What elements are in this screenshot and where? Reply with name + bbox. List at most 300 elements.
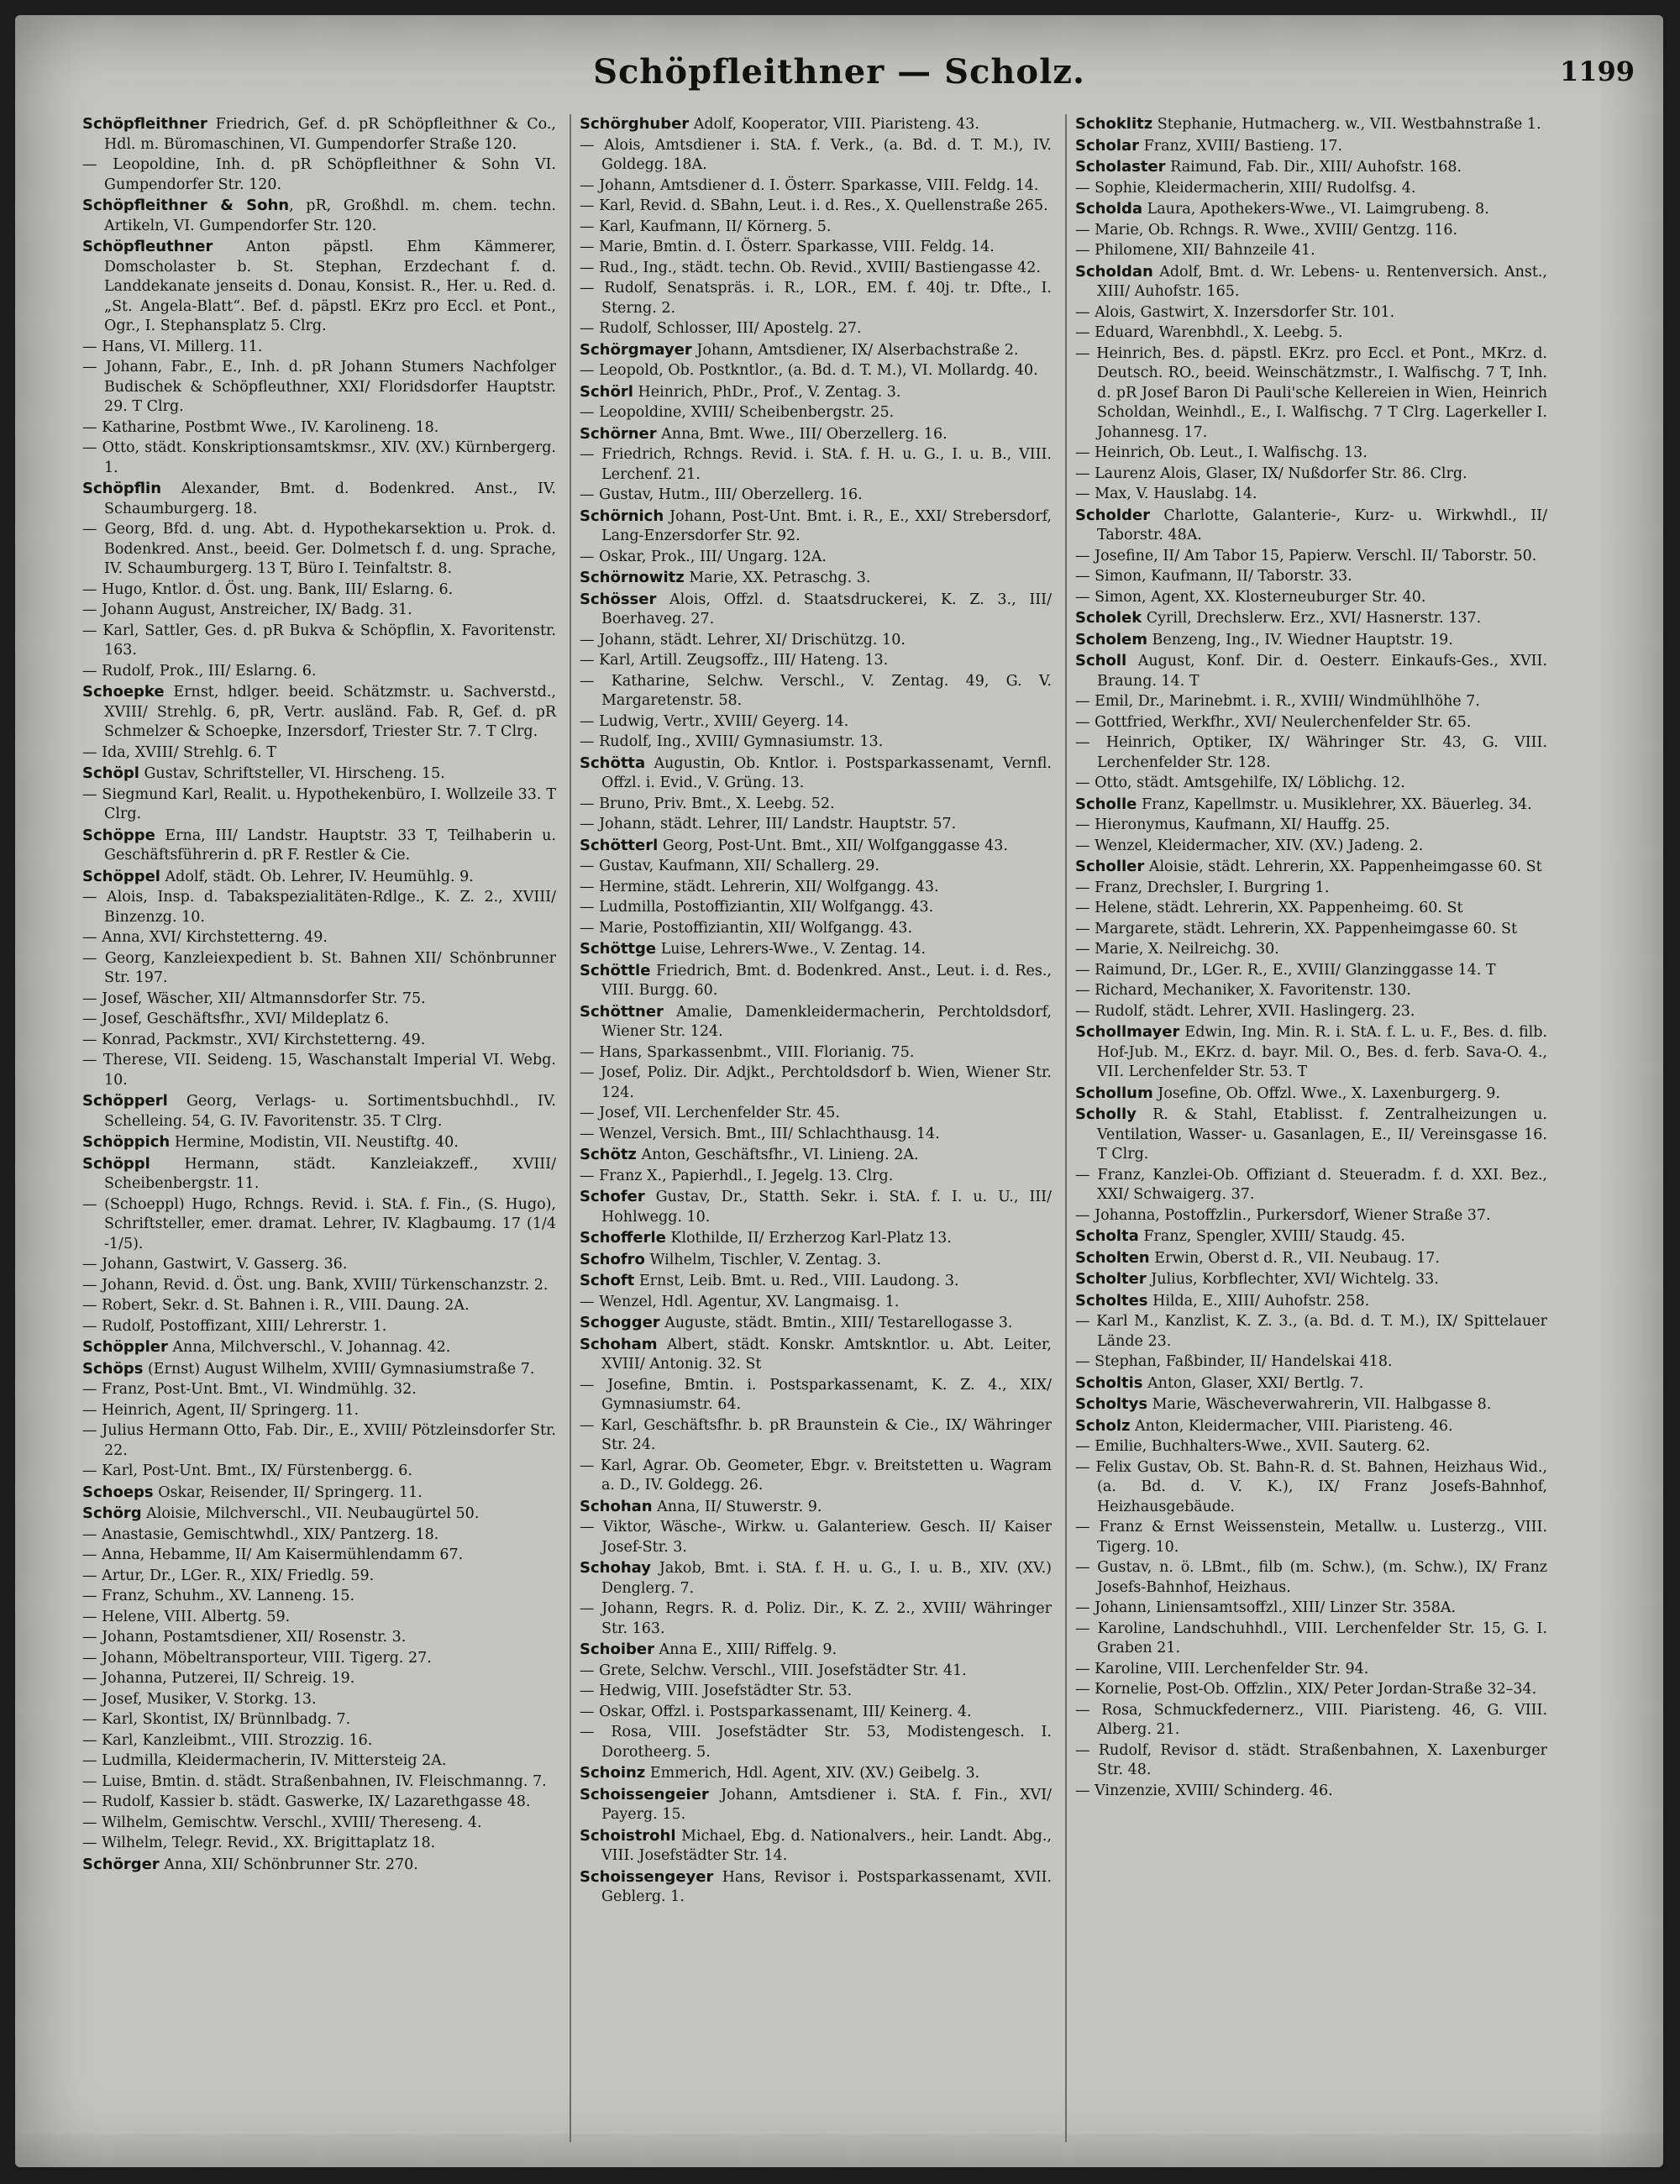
entry-surname: Schollmayer (1075, 1023, 1180, 1041)
directory-entry (1075, 816, 1547, 836)
directory-entry (580, 176, 1052, 197)
directory-entry (580, 403, 1052, 423)
directory-entry (1075, 608, 1547, 629)
directory-entry (82, 826, 556, 866)
column-right (1065, 114, 1561, 2142)
directory-entry (82, 1276, 556, 1296)
directory-entry (1075, 1701, 1547, 1740)
directory-entry (82, 438, 556, 478)
directory-entry (1075, 199, 1547, 220)
entry-surname: Schogger (580, 1314, 660, 1331)
directory-entry (82, 1546, 556, 1566)
entry-surname: Scholtys (1075, 1395, 1148, 1413)
entry-text: — Philomene, XII/ Bahnzeile 41. (1075, 242, 1315, 259)
entry-surname: Schörnich (580, 507, 664, 525)
entry-text: — Anna, Hebamme, II/ Am Kaisermühlendamm 67. (82, 1546, 464, 1563)
directory-entry (82, 622, 556, 661)
entry-text: — Josefine, II/ Am Tabor 15, Papierw. Verschl. II/ Taborstr. 50. (1075, 547, 1537, 564)
directory-entry (1075, 981, 1547, 1001)
entry-surname: Scholdan (1075, 262, 1153, 281)
entry-text: — Ida, XVIII/ Strehlg. 6. T (82, 743, 276, 761)
directory-entry (1075, 1269, 1547, 1290)
directory-entry (580, 919, 1052, 939)
directory-entry (82, 1296, 556, 1316)
entry-surname: Scholda (1075, 200, 1143, 218)
entry-text: — Heinrich, Agent, II/ Springerg. 11. (82, 1401, 360, 1419)
entry-text: Stephanie, Hutmacherg. w., VII. Westbahnstraße 1. (1152, 116, 1541, 133)
directory-entry (580, 382, 1052, 403)
directory-entry (1075, 465, 1547, 485)
entry-text: Hans, Revisor i. Postsparkassenamt, XVII. Geblerg. 1. (601, 1868, 1052, 1905)
directory-entry (1075, 1518, 1547, 1557)
entry-text: Cyrill, Drechslerw. Erz., XVI/ Hasnerstr. 137. (1142, 610, 1482, 627)
entry-surname: Scholta (1075, 1227, 1139, 1245)
directory-entry (1075, 241, 1547, 261)
entry-text: — Johann, Gastwirt, V. Gasserg. 36. (82, 1256, 348, 1273)
entry-text: Michael, Ebg. d. Nationalvers., heir. Landt. Abg., VIII. Josefstädter Str. 14. (601, 1827, 1052, 1864)
entry-surname: Scholek (1075, 609, 1142, 627)
entry-surname: Schöppl (82, 1154, 150, 1173)
entry-text: — Alois, Amtsdiener i. StA. f. Verk., (a. Bd. d. T. M.), IV. Goldegg. 18A. (580, 136, 1052, 173)
entry-text: — Franz, Drechsler, I. Burgring 1. (1075, 879, 1330, 896)
entry-text: Klothilde, II/ Erzherzog Karl-Platz 13. (665, 1230, 952, 1247)
entry-text: Hilda, E., XIII/ Auhofstr. 258. (1147, 1292, 1370, 1310)
entry-text: — Anastasie, Gemischtwhdl., XIX/ Pantzerg. 18. (82, 1525, 439, 1543)
directory-entry (580, 114, 1052, 135)
directory-entry (1075, 837, 1547, 857)
entry-text: — Simon, Kaufmann, II/ Taborstr. 33. (1075, 568, 1352, 585)
directory-entry (1075, 1599, 1547, 1619)
directory-entry (1075, 1105, 1547, 1165)
directory-entry (82, 1690, 556, 1710)
entry-text: August, Konf. Dir. d. Oesterr. Einkaufs-Ges., XVII. Braung. 14. T (1097, 653, 1547, 690)
directory-entry (1075, 323, 1547, 344)
entry-text: — Johann, städt. Lehrer, XI/ Drischützg. 10. (580, 631, 906, 648)
entry-text: — Gottfried, Werkfhr., XVI/ Neulerchenfelder Str. 65. (1075, 713, 1472, 731)
directory-entry (82, 1154, 556, 1194)
directory-entry (580, 1376, 1052, 1415)
entry-surname: Schoham (580, 1335, 658, 1353)
directory-entry (82, 1525, 556, 1546)
entry-text: — Rudolf, Prok., III/ Eslarng. 6. (82, 662, 317, 680)
directory-entry (1075, 1373, 1547, 1394)
directory-entry (82, 888, 556, 927)
directory-entry (82, 1608, 556, 1628)
entry-text: — Heinrich, Ob. Leut., I. Walfischg. 13. (1075, 444, 1368, 461)
entry-text: Oskar, Reisender, II/ Springerg. 11. (153, 1483, 423, 1501)
entry-text: — Franz X., Papierhdl., I. Jegelg. 13. Clrg. (580, 1167, 894, 1184)
directory-entry (1075, 692, 1547, 712)
entry-surname: Schofferle (580, 1229, 666, 1247)
directory-entry (82, 1380, 556, 1400)
entry-text: Anna, Milchverschl., V. Johannag. 42. (167, 1339, 451, 1356)
directory-entry (580, 1271, 1052, 1292)
entry-text: — Max, V. Hauslabg. 14. (1075, 486, 1257, 502)
directory-entry (580, 961, 1052, 1001)
directory-entry (1075, 733, 1547, 773)
entry-text: Anton, Glaser, XXI/ Bertlg. 7. (1142, 1374, 1364, 1392)
entry-surname: Scholem (1075, 630, 1147, 648)
entry-text: — Anna, XVI/ Kirchstetterng. 49. (82, 929, 328, 946)
directory-entry (580, 340, 1052, 361)
directory-entry (1075, 713, 1547, 733)
directory-entry (580, 1335, 1052, 1375)
entry-text: — Helene, städt. Lehrerin, XX. Pappenheimg. 60. St (1075, 900, 1463, 916)
directory-entry (580, 1662, 1052, 1682)
entry-text: Anna E., XIII/ Riffelg. 9. (654, 1641, 837, 1658)
entry-text: Hermine, Modistin, VII. Neustiftg. 40. (170, 1134, 459, 1151)
entry-text: — Karl, Kaufmann, II/ Körnerg. 5. (580, 218, 832, 235)
entry-text: — Franz & Ernst Weissenstein, Metallw. u. Lusterzg., VIII. Tigerg. 10. (1075, 1519, 1547, 1556)
directory-entry (1075, 1782, 1547, 1802)
entry-surname: Schöpfleithner (82, 115, 207, 133)
entry-text: , pR, Großhdl. m. chem. techn. Artikeln, VI. Gumpendorfer Str. 120. (104, 197, 556, 234)
entry-text: — Johann August, Anstreicher, IX/ Badg. 31. (82, 601, 412, 618)
entry-text: — Wilhelm, Telegr. Revid., XX. Brigittaplatz 18. (82, 1835, 436, 1851)
directory-entry (1075, 774, 1547, 794)
entry-text: — Wenzel, Kleidermacher, XIV. (XV.) Jadeng. 2. (1075, 837, 1424, 854)
directory-entry (82, 479, 556, 519)
directory-entry (580, 1457, 1052, 1496)
directory-entry (1075, 1741, 1547, 1781)
directory-entry (1075, 961, 1547, 981)
entry-text: — Hans, VI. Millerg. 11. (82, 338, 263, 355)
directory-entry (82, 1337, 556, 1358)
entry-text: — Josef, Wäscher, XII/ Altmannsdorfer Str. 75. (82, 990, 426, 1007)
directory-entry (580, 1043, 1052, 1063)
directory-entry (1075, 1620, 1547, 1659)
entry-text: — Leopold, Ob. Postkntlor., (a. Bd. d. T. M.), VI. Mollardg. 40. (580, 362, 1038, 379)
entry-text: — Karoline, VIII. Lerchenfelder Str. 94. (1075, 1660, 1369, 1677)
entry-text: Edwin, Ing. Min. R. i. StA. f. L. u. F., Bes. d. filb. Hof-Jub. M., EKrz. d. bayr. Mil. O., Bes. d. ferb. Sava-O. 4., VII. Lerchenfelder Str. 53. T (1097, 1024, 1547, 1080)
directory-entry (1075, 651, 1547, 691)
entry-text: — Marie, X. Neilreichg. 30. (1075, 941, 1279, 958)
directory-entry (82, 1195, 556, 1255)
directory-entry (82, 580, 556, 601)
directory-entry (580, 815, 1052, 835)
entry-text: — Johann, Postamtsdiener, XII/ Rosenstr. 3. (82, 1629, 407, 1646)
entry-text: Ernst, Leib. Bmt. u. Red., VIII. Laudong. 3. (634, 1273, 959, 1289)
entry-text: Laura, Apothekers-Wwe., VI. Laimgrubeng. 8. (1142, 201, 1489, 218)
directory-entry (1075, 1558, 1547, 1598)
directory-entry (82, 237, 556, 337)
entry-text: — Georg, Bfd. d. ung. Abt. d. Hypothekarsektion u. Prok. d. Bodenkred. Anst., beeid. Ger. Dolmetsch f. d. ung. Sprache, IV. Schaumburgerg. 13 T, Büro I. Teinfaltstr. 8. (82, 521, 556, 577)
entry-text: — Karl M., Kanzlist, K. Z. 3., (a. Bd. d. T. M.), IX/ Spittelauer Lände 23. (1075, 1313, 1547, 1350)
entry-text: Albert, städt. Konskr. Amtskntlor. u. Abt. Leiter, XVIII/ Antonig. 32. St (601, 1336, 1052, 1373)
directory-entry (82, 520, 556, 580)
entry-surname: Schöppel (82, 867, 160, 885)
directory-entry (1075, 899, 1547, 919)
entry-surname: Schoissengeier (580, 1785, 709, 1803)
entry-surname: Schöttle (580, 961, 651, 979)
directory-entry (1075, 157, 1547, 178)
entry-surname: Schollum (1075, 1084, 1153, 1102)
column-left (74, 114, 570, 2142)
entry-text: — Sophie, Kleidermacherin, XIII/ Rudolfsg. 4. (1075, 179, 1416, 197)
entry-text: — Karl, Skontist, IX/ Brünnlbadg. 7. (82, 1711, 351, 1728)
entry-text: — Johann, Amtsdiener d. I. Österr. Sparkasse, VIII. Feldg. 14. (580, 176, 1039, 194)
entry-text: — Ludwig, Vertr., XVIII/ Geyerg. 14. (580, 712, 849, 730)
directory-entry (580, 218, 1052, 238)
entry-text: — Laurenz Alois, Glaser, IX/ Nußdorfer Str. 86. Clrg. (1075, 465, 1467, 482)
entry-text: — Vinzenzie, XVIII/ Schinderg. 46. (1075, 1782, 1333, 1799)
directory-entry (580, 1599, 1052, 1639)
entry-surname: Schoft (580, 1272, 635, 1289)
directory-entry (580, 1250, 1052, 1271)
entry-text: — Franz, Schuhm., XV. Lanneng. 15. (82, 1588, 355, 1604)
entry-text: — Artur, Dr., LGer. R., XIX/ Friedlg. 59. (82, 1567, 375, 1584)
entry-text: — Josef, Poliz. Dir. Adjkt., Perchtoldsdorf b. Wien, Wiener Str. 124. (580, 1064, 1052, 1101)
directory-entry (82, 601, 556, 621)
entry-text: — Rudolf, Postoffizant, XIII/ Lehrerstr. 1. (82, 1317, 387, 1335)
directory-entry (580, 651, 1052, 671)
entry-text: Erwin, Oberst d. R., VII. Neubaug. 17. (1149, 1249, 1440, 1267)
entry-surname: Schoistrohl (580, 1826, 676, 1845)
directory-entry (580, 1063, 1052, 1103)
entry-text: — Luise, Bmtin. d. städt. Straßenbahnen, IV. Fleischmanng. 7. (82, 1772, 547, 1790)
directory-entry (580, 1167, 1052, 1187)
entry-surname: Scholter (1075, 1270, 1147, 1288)
directory-entry (82, 662, 556, 682)
entry-surname: Schohay (580, 1559, 651, 1577)
directory-entry (580, 238, 1052, 258)
entry-surname: Scholtis (1075, 1373, 1143, 1392)
entry-text: Raimund, Fab. Dir., XIII/ Auhofstr. 168. (1165, 159, 1462, 176)
entry-text: — Rud., Ing., städt. techn. Ob. Revid., XVIII/ Bastiengasse 42. (580, 259, 1041, 276)
entry-surname: Scholl (1075, 652, 1127, 669)
entry-text: — Oskar, Prok., III/ Ungarg. 12A. (580, 548, 827, 565)
directory-entry (580, 424, 1052, 445)
directory-entry (82, 1855, 556, 1876)
directory-entry (82, 1091, 556, 1131)
directory-entry (580, 672, 1052, 711)
directory-entry (580, 259, 1052, 279)
directory-entry (580, 279, 1052, 318)
entry-text: — Hedwig, VIII. Josefstädter Str. 53. (580, 1683, 853, 1699)
directory-entry (580, 878, 1052, 898)
entry-text: Hermann, städt. Kanzleiakzeff., XVIII/ Scheibenbergstr. 11. (104, 1155, 556, 1192)
directory-entry (580, 1104, 1052, 1124)
entry-surname: Schörg (82, 1504, 142, 1522)
entry-text: — Johann, Revid. d. Öst. ung. Bank, XVIII/ Türkenschanzstr. 2. (82, 1276, 549, 1294)
directory-entry (1075, 444, 1547, 464)
directory-entry (580, 1826, 1052, 1866)
entry-surname: Schöpflin (82, 480, 162, 497)
entry-text: — Hans, Sparkassenbmt., VIII. Florianig. 75. (580, 1043, 915, 1061)
entry-text: — Alois, Gastwirt, X. Inzersdorfer Str. 101. (1075, 303, 1395, 321)
directory-entry (580, 712, 1052, 732)
directory-entry (1075, 179, 1547, 199)
directory-entry (580, 1125, 1052, 1145)
entry-text: Emmerich, Hdl. Agent, XIV. (XV.) Geibelg. 3. (645, 1765, 980, 1782)
entry-text: — Heinrich, Optiker, IX/ Währinger Str. 43, G. VIII. Lerchenfelder Str. 128. (1075, 734, 1547, 771)
directory-entry (82, 949, 556, 989)
directory-entry (82, 1814, 556, 1834)
entry-text: — (Schoeppl) Hugo, Rchngs. Revid. i. StA. f. Fin., (S. Hugo), Schriftsteller, emer. dramat. Lehrer, IV. Klagbaumg. 17 (1/4 -1/5). (82, 1195, 556, 1252)
directory-entry (82, 990, 556, 1010)
directory-entry (1075, 303, 1547, 323)
entry-text: Anton, Geschäftsfhr., VI. Linieng. 2A. (636, 1147, 919, 1163)
entry-text: — Wenzel, Hdl. Agentur, XV. Langmaisg. 1. (580, 1293, 900, 1310)
directory-entry (580, 1145, 1052, 1166)
entry-surname: Schöttner (580, 1002, 664, 1021)
entry-text: — Alois, Insp. d. Tabakspezialitäten-Rdlge., K. Z. 2., XVIII/ Binzenzg. 10. (82, 889, 556, 926)
entry-text: — Oskar, Offzl. i. Postsparkassenamt, III/ Keinerg. 4. (580, 1703, 972, 1720)
entry-surname: Schörgmayer (580, 340, 692, 359)
entry-text: Johann, Amtsdiener, IX/ Alserbachstraße 2. (691, 341, 1019, 359)
entry-text: — Otto, städt. Amtsgehilfe, IX/ Löblichg. 12. (1075, 774, 1405, 791)
entry-surname: Schötta (580, 753, 646, 772)
entry-text: — Josefine, Bmtin. i. Postsparkassenamt, K. Z. 4., XIX/ Gymnasiumstr. 64. (580, 1376, 1052, 1413)
entry-text: Marie, Wäscheverwahrerin, VII. Halbgasse 8. (1147, 1396, 1492, 1413)
directory-entry (1075, 1416, 1547, 1437)
directory-entry (1075, 1022, 1547, 1083)
entry-text: — Robert, Sekr. d. St. Bahnen i. R., VIII. Daung. 2A. (82, 1297, 470, 1314)
entry-surname: Schörger (82, 1855, 160, 1873)
entry-text: Alois, Offzl. d. Staatsdruckerei, K. Z. 3., III/ Boerhaveg. 27. (601, 591, 1052, 627)
entry-text: — Johanna, Postoffzlin., Purkersdorf, Wiener Straße 37. (1075, 1206, 1491, 1224)
entry-text: — Rosa, Schmuckfedernerz., VIII. Piaristeng. 46, G. VIII. Alberg. 21. (1075, 1701, 1547, 1738)
entry-text: Charlotte, Galanterie-, Kurz- u. Wirkwhdl., II/ Taborstr. 48A. (1097, 507, 1547, 543)
directory-entry (82, 1649, 556, 1669)
entry-text: — Rudolf, Kassier b. städt. Gaswerke, IX/ Lazarethgasse 48. (82, 1793, 531, 1810)
entry-surname: Scholz (1075, 1416, 1131, 1435)
entry-text: Julius, Korbflechter, XVI/ Wichtelg. 33. (1146, 1271, 1439, 1288)
entry-text: — Karl, Geschäftsfhr. b. pR Braunstein & Cie., IX/ Währinger Str. 24. (580, 1416, 1052, 1453)
directory-entry (1075, 879, 1547, 899)
entry-text: Adolf, städt. Ob. Lehrer, IV. Heumühlg. 9. (160, 868, 474, 885)
entry-text: — Johann, Fabr., E., Inh. d. pR Johann Stumers Nachfolger Budischek & Schöpfleuthner, XXI/ Floridsdorfer Hauptstr. 29. T Clrg. (82, 359, 556, 415)
entry-text: — Johann, Regrs. R. d. Poliz. Dir., K. Z. 2., XVIII/ Währinger Str. 163. (580, 1600, 1052, 1637)
entry-text: Anna, II/ Stuwerstr. 9. (652, 1498, 822, 1515)
entry-text: — Josef, VII. Lerchenfelder Str. 45. (580, 1105, 840, 1121)
directory-entry (580, 1518, 1052, 1557)
entry-surname: Schösser (580, 590, 657, 608)
entry-text: — Katharine, Selchw. Verschl., V. Zentag. 49, G. V. Margaretenstr. 58. (580, 672, 1052, 709)
directory-entry (580, 1723, 1052, 1762)
entry-surname: Scholaster (1075, 158, 1166, 176)
entry-text: — Raimund, Dr., LGer. R., E., XVIII/ Glanzinggasse 14. T (1075, 961, 1496, 979)
entry-text: Josefine, Ob. Offzl. Wwe., X. Laxenburgerg. 9. (1152, 1084, 1500, 1102)
entry-text: Benzeng, Ing., IV. Wiedner Hauptstr. 19. (1147, 631, 1453, 648)
entry-surname: Scholten (1075, 1248, 1150, 1267)
directory-entry (580, 319, 1052, 339)
entry-text: — Hieronymus, Kaufmann, XI/ Hauffg. 25. (1075, 816, 1390, 833)
directory-entry (580, 1763, 1052, 1784)
directory-entry (580, 590, 1052, 630)
entry-text: — Siegmund Karl, Realit. u. Hypothekenbüro, I. Wollzeile 33. T Clrg. (82, 785, 556, 822)
entry-surname: Schoeps (82, 1483, 154, 1501)
entry-text: — Simon, Agent, XX. Klosterneuburger Str. 40. (1075, 588, 1426, 606)
directory-entry (580, 1785, 1052, 1825)
entry-text: — Stephan, Faßbinder, II/ Handelskai 418. (1075, 1353, 1393, 1370)
directory-entry (82, 358, 556, 417)
directory-entry (82, 928, 556, 948)
entry-text: Anna, XII/ Schönbrunner Str. 270. (159, 1856, 418, 1873)
directory-entry (1075, 506, 1547, 546)
directory-entry (1075, 1394, 1547, 1415)
entry-surname: Schoiber (580, 1641, 654, 1658)
directory-entry (1075, 1352, 1547, 1373)
entry-text: R. & Stahl, Etablisst. f. Zentralheizungen u. Ventilation, Wasser- u. Gasanlagen, E., II/ Vereinsgasse 16. T Clrg. (1097, 1106, 1547, 1163)
entry-text: — Rudolf, Schlosser, III/ Apostelg. 27. (580, 320, 862, 337)
entry-text: — Konrad, Packmstr., XVI/ Kirchstetterng. 49. (82, 1031, 426, 1048)
entry-text: Anna, Bmt. Wwe., III/ Oberzellerg. 16. (656, 425, 948, 443)
page-title: Schöpfleithner — Scholz. (593, 52, 1085, 92)
entry-text: Franz, Spengler, XVIII/ Staudg. 45. (1138, 1228, 1405, 1245)
entry-surname: Schöppich (82, 1133, 171, 1151)
entry-text: — Karl, Agrar. Ob. Geometer, Ebgr. v. Breitstetten u. Wagram a. D., IV. Goldegg. 26. (580, 1457, 1052, 1494)
entry-text: — Karl, Post-Unt. Bmt., IX/ Fürstenbergg. 6. (82, 1462, 412, 1479)
entry-text: — Ludmilla, Postoffiziantin, XII/ Wolfgangg. 43. (580, 899, 934, 916)
entry-text: — Viktor, Wäsche-, Wirkw. u. Galanteriew. Gesch. II/ Kaiser Josef-Str. 3. (580, 1519, 1052, 1556)
entry-surname: Scholder (1075, 506, 1150, 524)
directory-entry (580, 732, 1052, 753)
directory-entry (580, 507, 1052, 547)
directory-entry (580, 136, 1052, 176)
directory-entry (580, 486, 1052, 506)
directory-entry (82, 1772, 556, 1793)
directory-entry (82, 1010, 556, 1030)
entry-text: — Karl, Revid. d. SBahn, Leut. i. d. Res., X. Quellenstraße 265. (580, 197, 1048, 214)
entry-text: Anton, Kleidermacher, VIII. Piaristeng. 46. (1130, 1417, 1453, 1435)
directory-entry (1075, 1437, 1547, 1457)
directory-entry (1075, 547, 1547, 567)
entry-text: — Rudolf, Revisor d. städt. Straßenbahnen, X. Laxenburger Str. 48. (1075, 1741, 1547, 1778)
directory-entry (580, 631, 1052, 651)
directory-entry (580, 1293, 1052, 1313)
directory-entry (580, 1558, 1052, 1599)
entry-text: — Grete, Selchw. Verschl., VIII. Josefstädter Str. 41. (580, 1662, 967, 1679)
entry-text: — Julius Hermann Otto, Fab. Dir., E., XVIII/ Pötzleinsdorfer Str. 22. (82, 1422, 556, 1459)
directory-entry (580, 1002, 1052, 1042)
entry-text: — Rudolf, Senatspräs. i. R., LOR., EM. f. 40j. tr. Dfte., I. Sterng. 2. (580, 280, 1052, 317)
entry-text: — Ludmilla, Kleidermacherin, IV. Mittersteig 2A. (82, 1752, 447, 1769)
entry-text: Anton päpstl. Ehm Kämmerer, Domscholaster b. St. Stephan, Erzdechant f. d. Landdekanate jenseits d. Donau, Konsist. R., Her. u. Red. d. „St. Angela-Blatt“. Bef. d. päpstl. EKrz pro Eccl. et Pont., Ogr., I. Stephansplatz 5. Clrg. (104, 239, 556, 334)
directory-entry (1075, 1680, 1547, 1700)
entry-text: Alexander, Bmt. d. Bodenkred. Anst., IV. Schaumburgerg. 18. (104, 480, 556, 517)
directory-entry (1075, 344, 1547, 444)
entry-text: — Karl, Kanzleibmt., VIII. Strozzig. 16. (82, 1731, 373, 1749)
entry-text: — Heinrich, Bes. d. päpstl. EKrz. pro Eccl. et Pont., MKrz. d. Deutsch. RO., beeid. Weinschätzmstr., I. Walfischg. 7 T, Inh. d. pR Josef Baron Di Pauli'sche Kellereien in Wien, Heinrich Scholdan, Weinhdl., E., I. Walfischg. 7 T Clrg. Lagerkeller I. Johannesg. 17. (1075, 344, 1547, 441)
entry-text: — Richard, Mechaniker, X. Favoritenstr. 130. (1075, 982, 1411, 999)
entry-surname: Schöpperl (82, 1092, 168, 1110)
entry-surname: Schöppler (82, 1338, 168, 1356)
entry-text: Wilhelm, Tischler, V. Zentag. 3. (644, 1251, 882, 1268)
directory-entry (82, 1504, 556, 1525)
entry-text: Johann, Amtsdiener i. StA. f. Fin., XVI/ Payerg. 15. (601, 1786, 1052, 1823)
entry-text: — Franz, Post-Unt. Bmt., VI. Windmühlg. 32. (82, 1381, 417, 1398)
entry-text: — Gustav, n. ö. LBmt., filb (m. Schw.), (m. Schw.), IX/ Franz Josefs-Bahnhof, Heizhaus. (1075, 1559, 1547, 1596)
entry-text: — Karl, Artill. Zeugsoffz., III/ Hateng. 13. (580, 652, 889, 669)
entry-text: Gustav, Dr., Statth. Sekr. i. StA. f. I. u. U., III/ Hohlwegg. 10. (601, 1189, 1052, 1226)
entry-text: — Felix Gustav, Ob. St. Bahn-R. d. St. Bahnen, Heizhaus Wid., (a. Bd. d. V. K.), IX/ Franz Josefs-Bahnhof, Heizhausgebäude. (1075, 1458, 1547, 1515)
entry-text: — Leopoldine, Inh. d. pR Schöpfleithner & Sohn VI. Gumpendorfer Str. 120. (82, 156, 556, 193)
entry-text: — Johanna, Putzerei, II/ Schreig. 19. (82, 1670, 355, 1687)
directory-entry (82, 196, 556, 236)
entry-surname: Schöttge (580, 940, 657, 958)
directory-entry (82, 1421, 556, 1461)
page-number: 1199 (1559, 55, 1635, 87)
entry-text: — Katharine, Postbmt Wwe., IV. Karolineng. 18. (82, 418, 439, 436)
directory-entry (580, 1416, 1052, 1456)
entry-text: — Marie, Ob. Rchngs. R. Wwe., XVIII/ Gentzg. 116. (1075, 221, 1458, 239)
directory-entry (580, 795, 1052, 815)
entry-text: Johann, Post-Unt. Bmt. i. R., E., XXI/ Strebersdorf, Lang-Enzersdorfer Str. 92. (601, 507, 1052, 544)
entry-text: — Karoline, Landschuhhdl., VIII. Lerchenfelder Str. 15, G. I. Graben 21. (1075, 1620, 1547, 1656)
directory-entry (1075, 1458, 1547, 1518)
entry-surname: Scholle (1075, 795, 1137, 813)
